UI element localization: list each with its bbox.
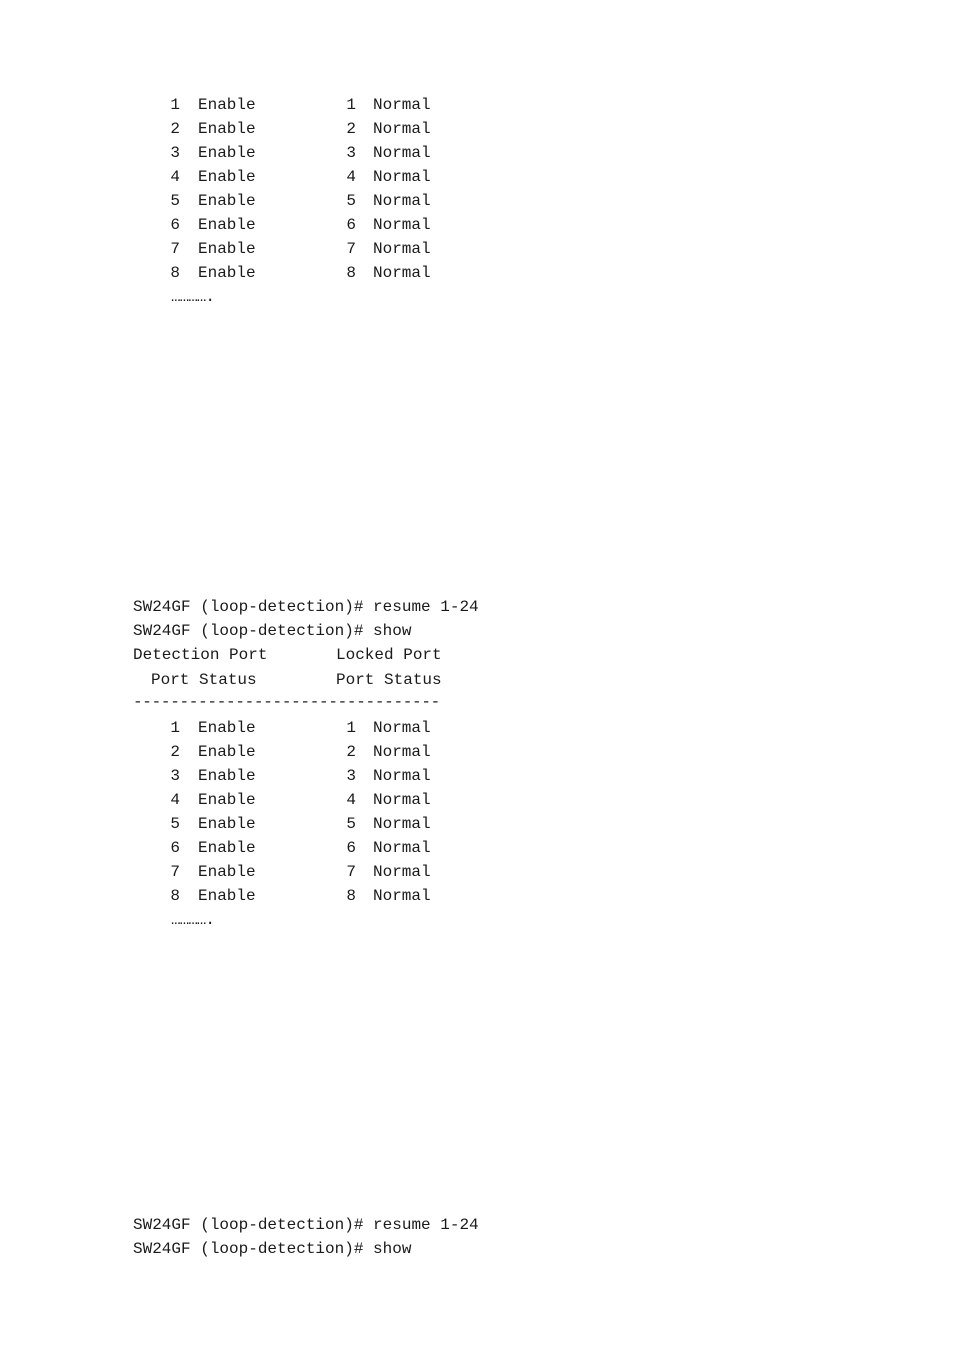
table-header-locked: Locked Port: [336, 646, 442, 664]
locked-status: Normal: [373, 168, 431, 186]
locked-status: Normal: [373, 144, 431, 162]
port-number: 6: [170, 216, 180, 234]
port-number: 7: [170, 240, 180, 258]
locked-status: Normal: [373, 743, 431, 761]
locked-status: Normal: [373, 791, 431, 809]
port-number: 3: [170, 767, 180, 785]
locked-status: Normal: [373, 96, 431, 114]
locked-port-number: 8: [346, 264, 356, 282]
locked-status: Normal: [373, 815, 431, 833]
detection-status: Enable: [198, 216, 256, 234]
continuation-ellipsis: ………….: [171, 288, 215, 306]
locked-status: Normal: [373, 120, 431, 138]
continuation-ellipsis: ………….: [171, 911, 215, 929]
locked-port-number: 7: [346, 240, 356, 258]
locked-port-number: 6: [346, 216, 356, 234]
locked-port-number: 2: [346, 120, 356, 138]
port-number: 6: [170, 839, 180, 857]
command-line: SW24GF (loop-detection)# resume 1-24: [133, 598, 479, 616]
detection-status: Enable: [198, 144, 256, 162]
detection-status: Enable: [198, 96, 256, 114]
locked-port-number: 4: [346, 791, 356, 809]
port-number: 4: [170, 791, 180, 809]
port-number: 7: [170, 863, 180, 881]
port-number: 8: [170, 264, 180, 282]
port-number: 2: [170, 743, 180, 761]
detection-status: Enable: [198, 168, 256, 186]
command-line: SW24GF (loop-detection)# show: [133, 1240, 412, 1258]
port-number: 2: [170, 120, 180, 138]
port-number: 1: [170, 96, 180, 114]
port-number: 4: [170, 168, 180, 186]
locked-status: Normal: [373, 719, 431, 737]
port-number: 1: [170, 719, 180, 737]
locked-status: Normal: [373, 264, 431, 282]
detection-status: Enable: [198, 192, 256, 210]
locked-status: Normal: [373, 887, 431, 905]
table-header-detection: Detection Port: [133, 646, 268, 664]
detection-status: Enable: [198, 791, 256, 809]
locked-status: Normal: [373, 216, 431, 234]
locked-port-number: 6: [346, 839, 356, 857]
locked-port-number: 5: [346, 192, 356, 210]
detection-status: Enable: [198, 719, 256, 737]
detection-status: Enable: [198, 815, 256, 833]
locked-port-number: 1: [346, 96, 356, 114]
locked-status: Normal: [373, 240, 431, 258]
locked-port-number: 2: [346, 743, 356, 761]
locked-status: Normal: [373, 863, 431, 881]
detection-status: Enable: [198, 264, 256, 282]
locked-port-number: 3: [346, 767, 356, 785]
detection-status: Enable: [198, 120, 256, 138]
locked-port-number: 5: [346, 815, 356, 833]
locked-status: Normal: [373, 839, 431, 857]
locked-status: Normal: [373, 767, 431, 785]
command-line: SW24GF (loop-detection)# show: [133, 622, 412, 640]
detection-status: Enable: [198, 767, 256, 785]
locked-port-number: 8: [346, 887, 356, 905]
table-subheader-port-status: Port Status: [336, 671, 442, 689]
detection-status: Enable: [198, 743, 256, 761]
port-number: 8: [170, 887, 180, 905]
detection-status: Enable: [198, 839, 256, 857]
port-number: 5: [170, 192, 180, 210]
locked-port-number: 1: [346, 719, 356, 737]
port-number: 3: [170, 144, 180, 162]
detection-status: Enable: [198, 863, 256, 881]
locked-port-number: 7: [346, 863, 356, 881]
locked-port-number: 3: [346, 144, 356, 162]
table-separator: ---------------------------------: [133, 693, 440, 711]
locked-port-number: 4: [346, 168, 356, 186]
locked-status: Normal: [373, 192, 431, 210]
detection-status: Enable: [198, 887, 256, 905]
command-line: SW24GF (loop-detection)# resume 1-24: [133, 1216, 479, 1234]
detection-status: Enable: [198, 240, 256, 258]
port-number: 5: [170, 815, 180, 833]
table-subheader-port-status: Port Status: [151, 671, 257, 689]
